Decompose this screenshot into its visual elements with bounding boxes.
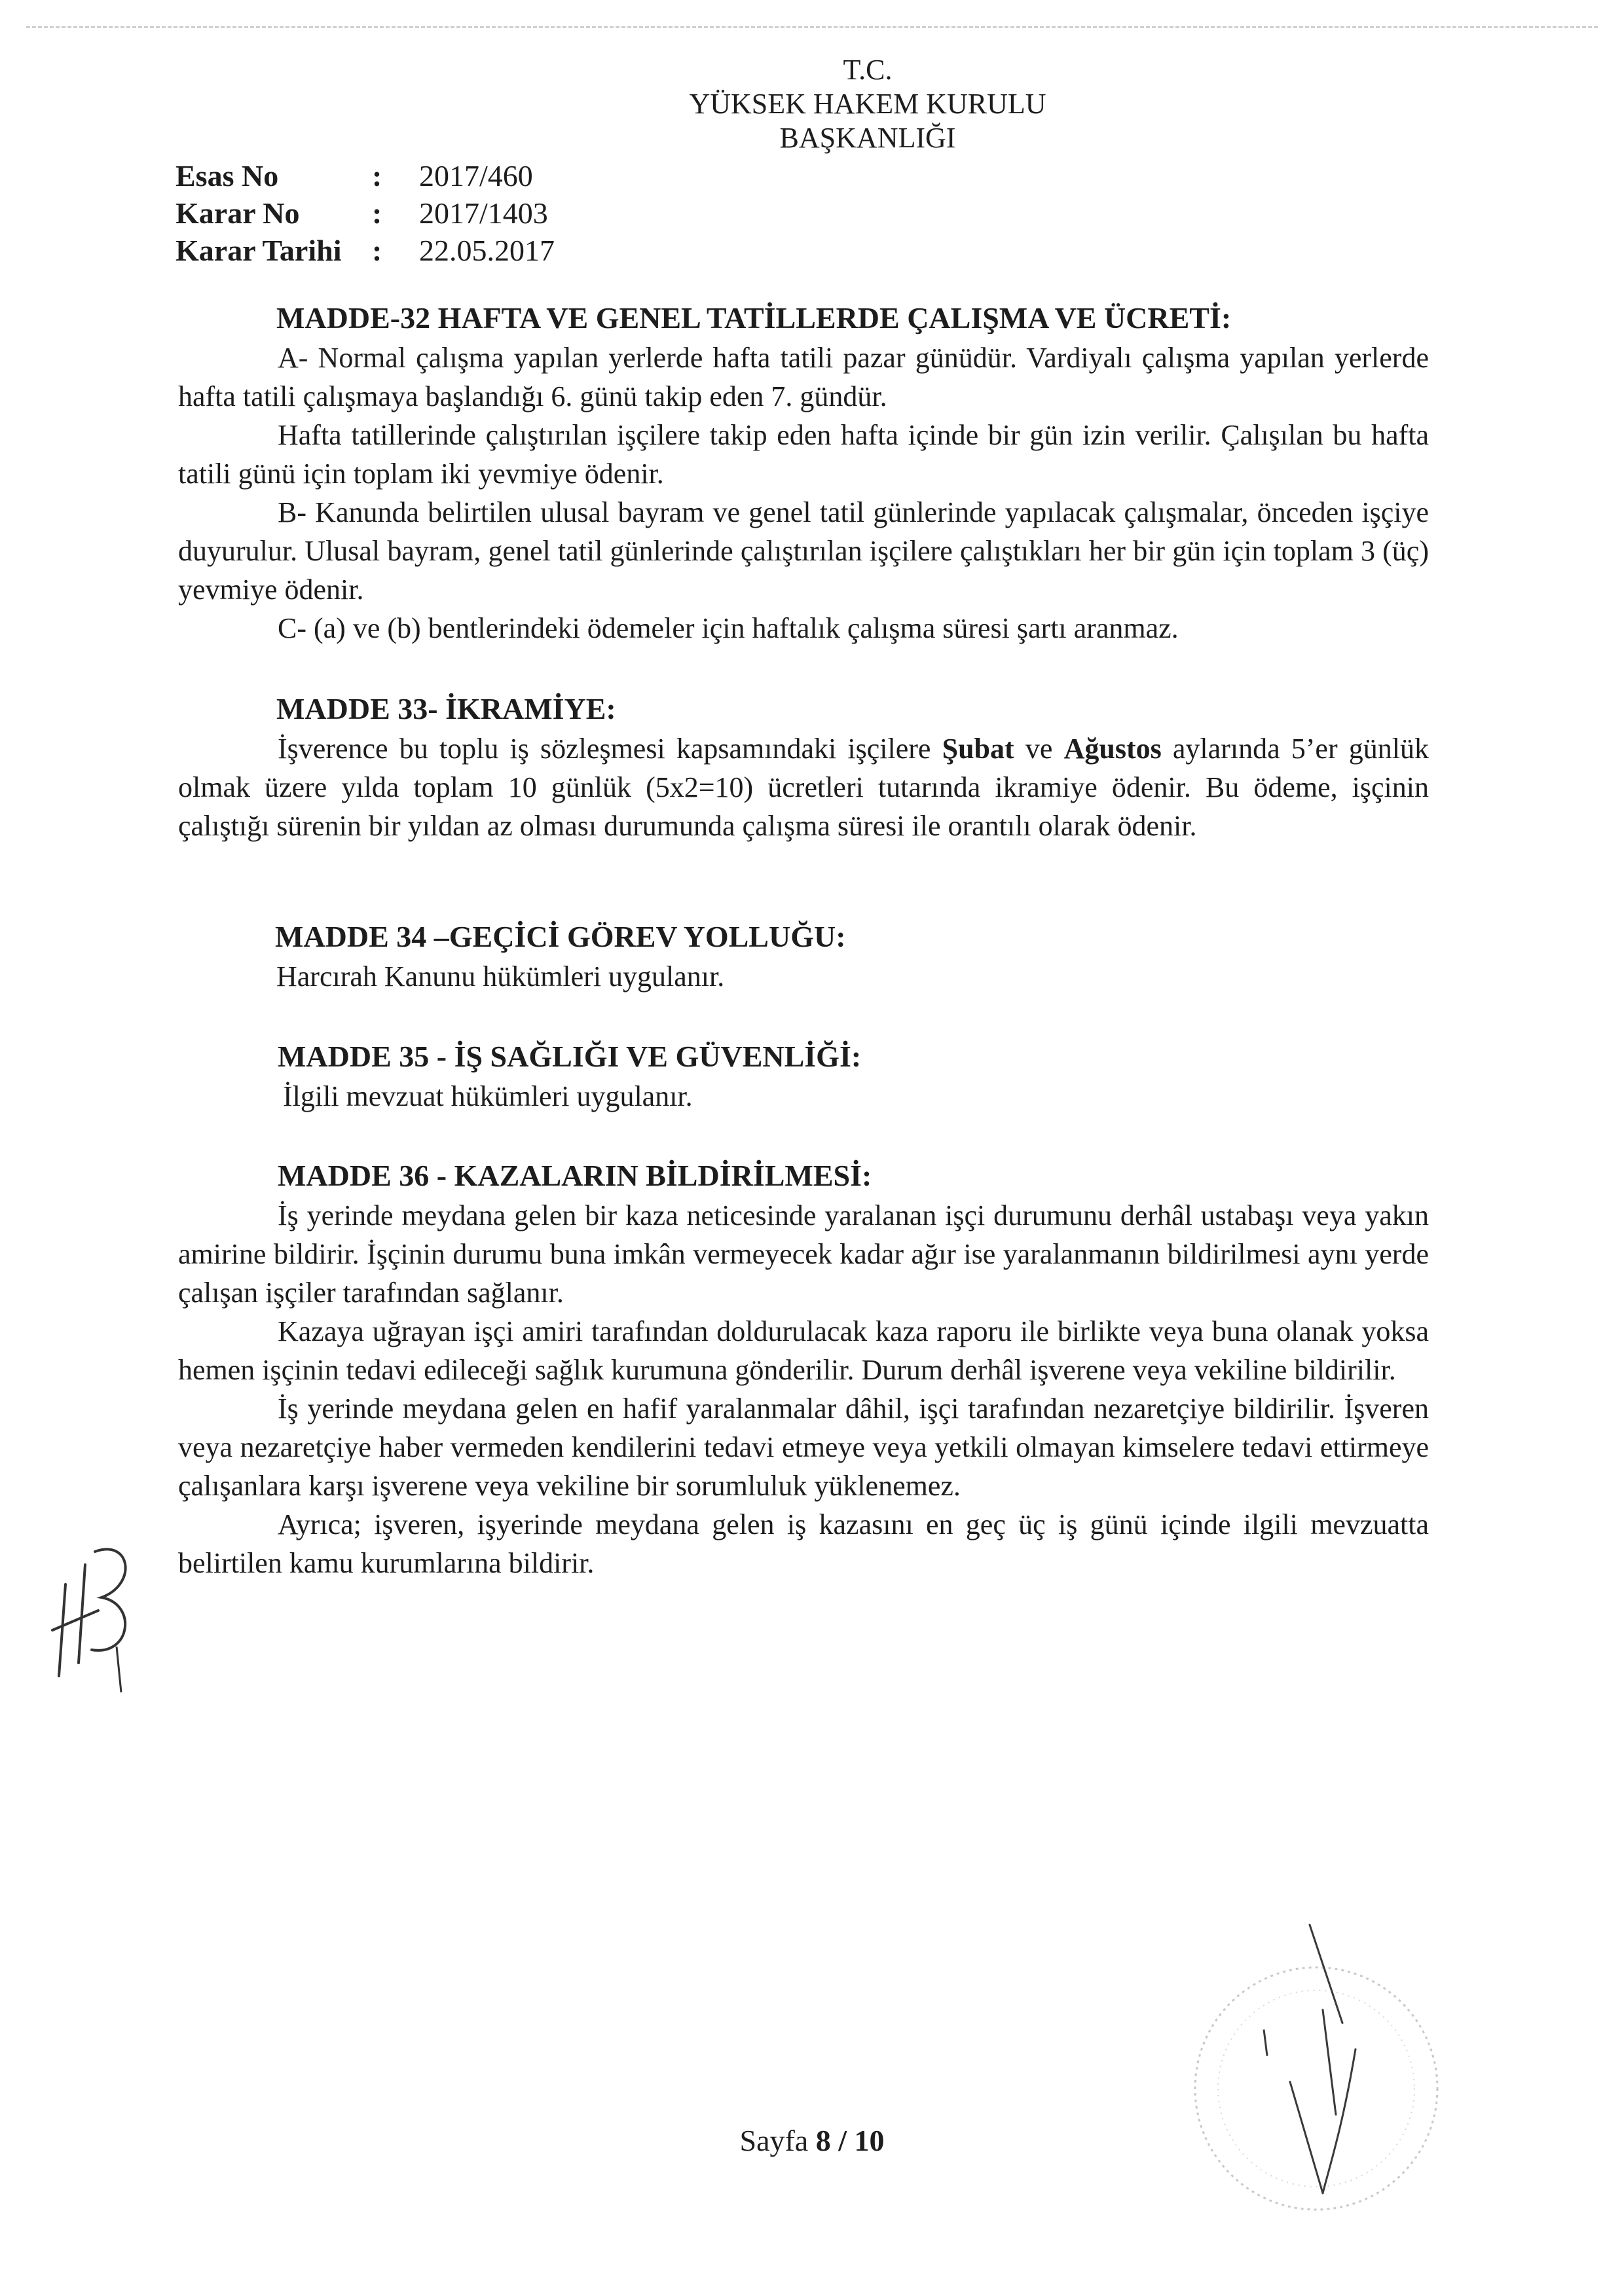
header-line-1: T.C.: [843, 54, 893, 86]
section-madde-34: [178, 917, 1429, 996]
meta-label: Karar No: [175, 196, 300, 230]
section-heading: MADDE-32 HAFTA VE GENEL TATİLLERDE ÇALIŞMA VE ÜCRETİ:: [276, 301, 1232, 335]
header-line-3: BAŞKANLIĞI: [779, 122, 956, 154]
section-madde-35: [178, 1036, 1429, 1116]
header-line-2: YÜKSEK HAKEM KURULU: [689, 88, 1046, 120]
meta-colon: :: [372, 159, 382, 192]
month-subat: Şubat: [942, 733, 1014, 765]
page-number-separator: /: [830, 2124, 855, 2157]
paragraph: C- (a) ve (b) bentlerindeki ödemeler için haftalık çalışma süresi şartı aranmaz.: [278, 612, 1179, 644]
section-heading: MADDE 34 –GEÇİCİ GÖREV YOLLUĞU:: [275, 920, 846, 953]
meta-colon: :: [372, 196, 382, 230]
meta-value: 2017/1403: [419, 196, 548, 230]
page-number-current: 8: [815, 2124, 831, 2157]
section-madde-36: [178, 1156, 1429, 1582]
section-madde-33: [178, 689, 1429, 845]
paragraph-text: aylarında 5’er günlük olmak üzere yılda toplam 10 günlük (5x2=10) ücretleri tutarında ikramiye ödenir. Bu ödeme, işçinin çalıştığı sürenin bir yıldan az olması durumunda çalışma süresi ile orantılı olarak ödenir.: [178, 733, 1430, 842]
scan-edge-line: [26, 26, 1598, 28]
section-heading: MADDE 33- İKRAMİYE:: [276, 692, 616, 725]
page-number-total: 10: [854, 2124, 885, 2157]
page-number: [0, 2121, 1624, 2160]
meta-row-karar: [175, 194, 555, 232]
meta-colon: :: [372, 234, 382, 267]
paragraph-text: ve: [1014, 733, 1064, 765]
paragraph: İlgili mevzuat hükümleri uygulanır.: [283, 1080, 693, 1112]
paragraph: A- Normal çalışma yapılan yerlerde hafta tatili pazar günüdür. Vardiyalı çalışma yapılan yerlerde hafta tatili çalışmaya başlandığı 6. günü takip eden 7. gündür.: [178, 342, 1429, 412]
paragraph: Harcırah Kanunu hükümleri uygulanır.: [276, 960, 725, 993]
paragraph: İş yerinde meydana gelen bir kaza neticesinde yaralanan işçi durumunu derhâl ustabaşı veya yakın amirine bildirir. İşçinin durumu buna imkân vermeyecek kadar ağır ise yaralanmanın bildirilmesi aynı yerde çalışan işçiler tarafından sağlanır.: [178, 1199, 1429, 1309]
section-heading: MADDE 35 - İŞ SAĞLIĞI VE GÜVENLİĞİ:: [278, 1040, 862, 1073]
handwritten-signature-icon: [39, 1525, 138, 1696]
paragraph: Ayrıca; işveren, işyerinde meydana gelen iş kazasını en geç üç iş günü içinde ilgili mevzuatta belirtilen kamu kurumlarına bildirir.: [178, 1508, 1429, 1579]
paragraph: B- Kanunda belirtilen ulusal bayram ve genel tatil günlerinde yapılacak çalışmalar, önceden işçiye duyurulur. Ulusal bayram, genel tatil günlerinde çalıştırılan işçilere çalıştıkları her bir gün için toplam 3 (üç) yevmiye ödenir.: [178, 496, 1429, 606]
page-number-prefix: Sayfa: [739, 2124, 809, 2157]
section-madde-32: [178, 298, 1429, 647]
section-heading: MADDE 36 - KAZALARIN BİLDİRİLMESİ:: [278, 1159, 872, 1192]
paragraph: [178, 729, 1429, 845]
paragraph: İş yerinde meydana gelen en hafif yaralanmalar dâhil, işçi tarafından nezaretçiye bildirilir. İşveren veya nezaretçiye haber vermeden kendilerini tedavi etmeye veya yetkili olmayan kimselere tedavi ettirmeye çalışanlara karşı işverene veya vekiline bir sorumluluk yüklenemez.: [178, 1393, 1429, 1502]
paragraph: Hafta tatillerinde çalıştırılan işçilere takip eden hafta içinde bir gün izin verilir. Çalışılan bu hafta tatili günü için toplam iki yevmiye ödenir.: [178, 419, 1429, 490]
meta-value: 22.05.2017: [419, 234, 555, 267]
paragraph-text: İşverence bu toplu iş sözleşmesi kapsamındaki işçilere: [278, 733, 942, 765]
round-seal-stamp-icon: [1159, 1918, 1467, 2226]
case-meta: [175, 157, 555, 269]
meta-label: Karar Tarihi: [175, 234, 342, 267]
meta-value: 2017/460: [419, 159, 533, 192]
meta-row-tarih: [175, 232, 555, 269]
month-agustos: Ağustos: [1063, 733, 1162, 765]
meta-label: Esas No: [175, 159, 279, 192]
meta-row-esas: [175, 157, 555, 194]
paragraph: Kazaya uğrayan işçi amiri tarafından doldurulacak kaza raporu ile birlikte veya buna olanak yoksa hemen işçinin tedavi edileceği sağlık kurumuna gönderilir. Durum derhâl işverene veya vekiline bildirilir.: [178, 1315, 1429, 1386]
